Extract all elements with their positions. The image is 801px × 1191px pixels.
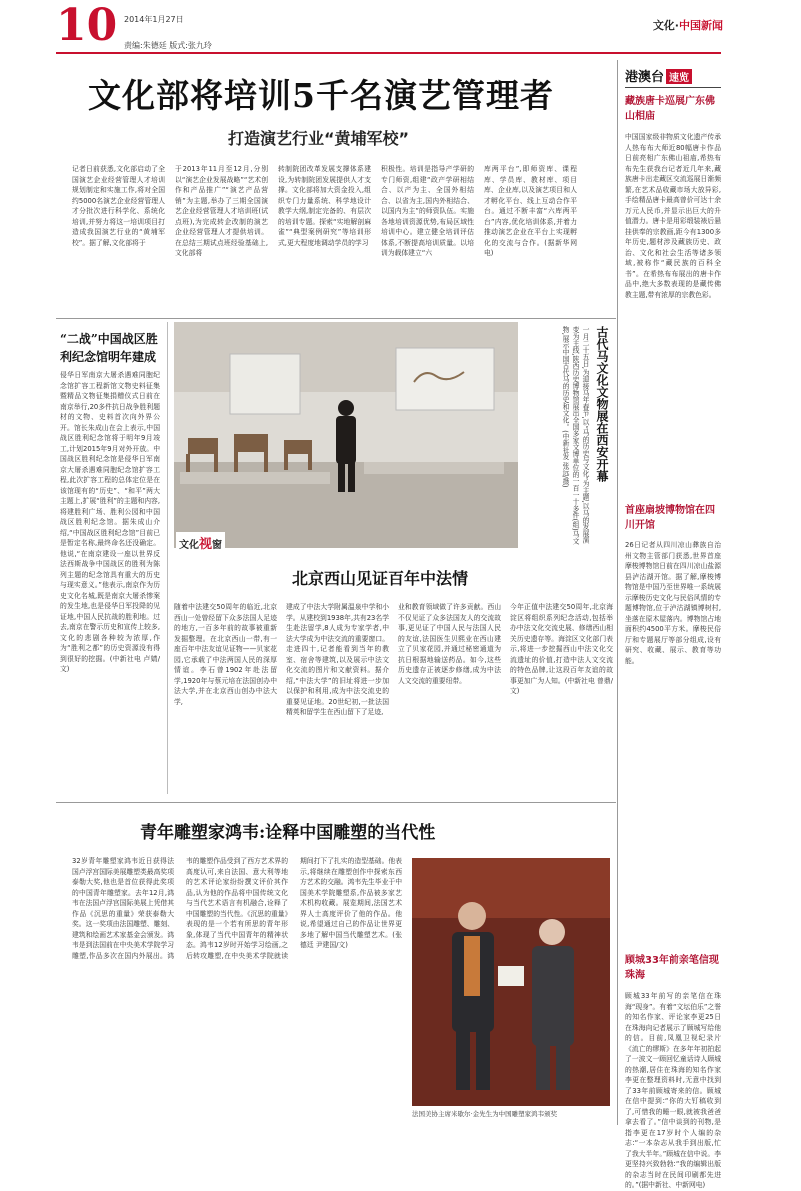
sidebar-divider bbox=[617, 60, 618, 1125]
feature-headline: 北京西山见证百年中法情 bbox=[292, 569, 469, 588]
section-label: 文化· bbox=[652, 19, 679, 32]
header-rule bbox=[56, 52, 721, 54]
photo-window-suffix: 窗 bbox=[212, 540, 223, 551]
lead-column: 于2013年11月至12月,分别以“演艺企业发展战略”“艺术创作和产品推广”“演艺产品营销”为主题,举办了三期全国演艺企业经营管理人才培训班(试点班),为完成转企改制的演艺企业经营管理人才提供培训。在总结三期试点班经验基础上,文化部将 bbox=[175, 165, 268, 257]
lead-column: 记者日前获悉,文化部启动了全国演艺企业经营管理人才培训规划制定和实施工作,将对全国约5000名演艺企业经营管理人才分批次进行科学化、系统化培训,并努力将这一培训项目打造成我国演艺行业的“黄埔军校”。据了解,文化部将于 bbox=[72, 165, 165, 247]
section-name bbox=[653, 17, 723, 33]
photo-window-label bbox=[176, 532, 225, 553]
xian-headline: 古代马文化文物展在西安开幕 bbox=[595, 326, 609, 482]
sidebar-tag-main: 港澳台 bbox=[625, 70, 665, 85]
award-photo-image bbox=[412, 858, 610, 1106]
photo-window-mid: 视 bbox=[199, 537, 213, 552]
feature-column: 随着中法建交50周年的临近,北京西山一处曾经留下众多法国人足迹的地方,一百多年前的故事被重新发掘整理。在北京西山一带,有一座百年中法友谊见证物——贝家花园,它承载了中法两国人民的深厚情谊。李石曾1902年赴法留学,1920年与蔡元培在法国创办中法大学,并在北京西山创办中法大学, bbox=[174, 603, 277, 706]
bottom-headline: 青年雕塑家鸿韦:诠释中国雕塑的当代性 bbox=[140, 823, 436, 843]
lead-column: 积极性。培训是指导产学研的专门师资,组建“政产学研相结合、以产为主、全国外相结合、以省为主,国内外相结合、以国内为主”的师资队伍。实施各地培训资源优势,布局区域性培训中心。建立健全培训评估体系,不断提高培训质量。以培训为载体建立“六 bbox=[381, 165, 474, 257]
lead-column: 转制院团改革发展支撑体系建设,为转制院团发展提供人才支撑。文化部将加大资金投入,组织专门力量系统、科学地设计教学大纲,制定完备的、有层次的培训专题。探索“实地解剖麻雀”“典型案例研究”等培训形式,更大程度地调动学员的学习 bbox=[278, 165, 371, 247]
sidebar-tag-sub: 速览 bbox=[666, 69, 692, 84]
paper-name: 中国新闻 bbox=[679, 19, 723, 32]
sidebar-item-body: 顾城33年前写的亲笔信在珠海“现身”。有着“文坛伯乐”之誉的知名作家、评论家李更25日在珠海向记者展示了顾城写给他的信。目前,凤凰卫视纪录片《流亡的缪斯》在多年年初拍起了一波文一顾回忆童话诗人顾城的热潮,居住在珠海的知名作家李更在整理资料时,无意中找到了33年前顾城寄来的信。顾城在信中提到:“你的大钉稿收到了,可惜我的睡一眼,就被我爸爸拿去看了。”信中谈到的刊物,是指李更在17岁时个人编的杂志:“一本杂志从我手到出版,忙了我大半年。”顾城在信中说。李更坚持兴致勃勃:“我的编辑出版的杂志当时在民间印刷都先进的。”(据中新社、中新网电) bbox=[625, 992, 721, 1189]
editor-credits: 责编:朱德廷 版式:张九玲 bbox=[124, 41, 212, 50]
feature-column: 今年正值中法建交50周年,北京海淀区将组织系列纪念活动,包括举办中法文化交流史展、修缮西山相关历史遗存等。海淀区文化部门表示,将进一步挖掘西山中法文化交流遗址的价值,打造中法人文交流的特色品牌,让这段百年友谊的故事更加广为人知。(中新社电 曾鼎/文) bbox=[510, 603, 613, 695]
museum-photo-image bbox=[174, 322, 518, 548]
photo-window-prefix: 文化 bbox=[179, 540, 199, 551]
sidebar-item-title: 首座扇坡博物馆在四川开馆 bbox=[625, 505, 715, 531]
lead-headline: 文化部将培训5千名演艺管理者 bbox=[88, 76, 554, 115]
page-number: 10 bbox=[56, 0, 118, 51]
sidebar-tag-rule bbox=[625, 87, 721, 88]
award-photo-caption: 法国美协主席米歇尔·金先生为中国雕塑家鸿韦颁奖 bbox=[412, 1110, 558, 1118]
lead-subhead: 打造演艺行业“黄埔军校” bbox=[228, 129, 410, 148]
sidebar-item-body: 26日记者从四川凉山彝族自治州文物主管部门获悉,世界首座摩梭博物馆日前在四川凉山盐源县泸沽湖开馆。据了解,摩梭博物馆是中国乃至世界唯一系统展示摩梭历史文化与民俗风情的专题博物馆,位于泸沽湖镇博树村,坐落在原木屋落内。博物馆占地面积约4500平方米。摩梭民俗厅和专题展厅等部分组成,设有研究、收藏、展示、教育等功能。 bbox=[625, 541, 721, 665]
award-photo bbox=[412, 858, 610, 1106]
sidebar-item-title: 藏族唐卡巡展广东佛山相庙 bbox=[625, 96, 715, 122]
feature-rule bbox=[56, 802, 616, 803]
lead-rule bbox=[56, 318, 616, 319]
museum-photo bbox=[174, 322, 518, 548]
left-headline: “二战”中国战区胜利纪念馆明年建成 bbox=[60, 332, 158, 364]
left-divider bbox=[167, 322, 168, 794]
sidebar-item-body: 中国国家级非物质文化遗产传承人热布布大师近80幅唐卡作品日前亮相广东佛山祖庙,希热布布先生获我台记者近几年来,藏族唐卡出走藏区交流巡展日渐频繁,在艺术品收藏市场大放异彩,手绘精品唐卡最高曾价可达十余万元人民币,并显示出巨大的升值潜力。唐卡是用彩缎装裱后悬挂供奉的宗教画,距今有1300多年历史,题材涉及藏族历史、政治、文化和社会生活等诸多领域,被称作“藏民族的百科全书”。在希热布布展出的唐卡作品中,绝大多数表现的是藏传佛教主题,带有浓厚的宗教色彩。 bbox=[625, 133, 721, 299]
feature-column: 业和教育领域做了许多贡献。西山不仅见证了众多法国友人的交流故事,更见证了中国人民与法国人民的友谊,法国医生贝熙业在西山建立了贝家花园,并通过秘密通道为抗日根据地输送药品。如今,这些历史遗存正被逐步修缮,成为中法人文交流的重要纽带。 bbox=[398, 603, 501, 685]
left-body: 侵华日军南京大屠杀遇难同胞纪念馆扩容工程新馆文物史料征集暨精品文物征集捐赠仪式日前在南京举行,20多件抗日战争胜利题材的文物、史料首次向外界公开。馆长朱成山在会上表示,中国战区胜利纪念馆将于明年9月竣工,计划2015年9月对外开放。中国战区胜利纪念馆是侵华日军南京大屠杀遇难同胞纪念馆扩容工程,此次扩容工程的总体定位是在该馆现有的“历史”、“和平”两大主题上,扩展“胜利”的主题和内容,将建胜利广场、胜利公园和中国战区胜利纪念馆。据朱成山介绍,“中国战区胜利纪念馆”目前已是暂定名称,最终命名还没确定。他说,“在南京建设一座以世界反法西斯战争中国战区的胜利为陈列主题的纪念馆具有重大的历史与现实意义。”他表示,南京作为历史文化名城,既是南京大屠杀惨案的发生地,也是侵华日军投降的见证地,中国人民抗战的胜利地。过去,南京在警示历史和宣传上较多,文化的悲剧各种较为浓厚,作为“胜利之都”的历史资源没有得到很好的挖掘。(中新社电 卢婧/文) bbox=[60, 371, 160, 673]
lead-column: 库两平台”,即师资库、课程库、学员库、教材库、项目库、企业库,以及演艺项目和人才孵化平台、线上互动合作平台。通过不断丰富“六库两平台”内容,优化培训体系,并着力推动演艺企业在平台上实现孵化的交流与合作。(据新华网电) bbox=[484, 165, 577, 257]
sidebar bbox=[625, 60, 721, 1189]
sidebar-tag bbox=[625, 66, 721, 84]
xian-body: 一月二十五日,为迎接马年春节,以“马的历史与文化”为主题,以马的发展演变为主线,陕西历史博物馆展出全国多家文博单位的一百一十多件(组)马文物,展示中国古代马的历史和文化。(中新社发 张远/摄) bbox=[561, 326, 589, 545]
feature-column: 建成了中法大学附属温泉中学和小学。从建校到1938年,共有23名学生赴法留学,8人成为专家学者,中法大学成为中法交流的重要窗口。走进四十,记者能看到当年的教室、宿舍等建筑,以及展示中法文化交流的图片和文献资料。据介绍,“中法大学”的旧址将进一步加以保护和利用,成为中法交流史的重要见证地。20世纪初,一批法国精英和留学生在西山留下了足迹, bbox=[286, 603, 389, 716]
issue-date: 2014年1月27日 bbox=[124, 15, 184, 24]
bottom-body: 32岁青年雕塑家鸿韦近日获得法国卢浮宫国际美展雕塑类最高奖项泰勒大奖,他也是首位获得此奖项的中国青年雕塑家。去年12月,鸿韦在法国卢浮宫国际美展上凭借其作品《沉思的重量》荣获泰勒大奖。这一奖项由法国雕塑、雕刻、建筑和绘画艺术家基金会颁发。鸿韦是到法国前在中央美术学院学习雕塑,作品多次在国内外展出。鸿韦的雕塑作品受到了西方艺术界的高度认可,来自法国、意大利等地的艺术评论家纷纷撰文评价其作品,认为他的作品将中国传统文化与当代艺术语言有机融合,诠释了中国雕塑的当代性。《沉思的重量》表现的是一个若有所思的青年形象,体现了当代中国青年的精神状态。鸿韦12岁时开始学习绘画,之后转攻雕塑,在中央美术学院就读期间打下了扎实的造型基础。他表示,将继续在雕塑创作中探索东西方艺术的交融。鸿韦先生毕业于中国美术学院雕塑系,作品被多家艺术机构收藏。展览期间,法国艺术界人士高度评价了他的作品。他说,希望通过自己的作品让世界更多地了解中国当代雕塑艺术。(张德廷 尹建国/文) bbox=[72, 857, 402, 960]
sidebar-item-title: 顾城33年前亲笔信现珠海 bbox=[625, 955, 719, 981]
